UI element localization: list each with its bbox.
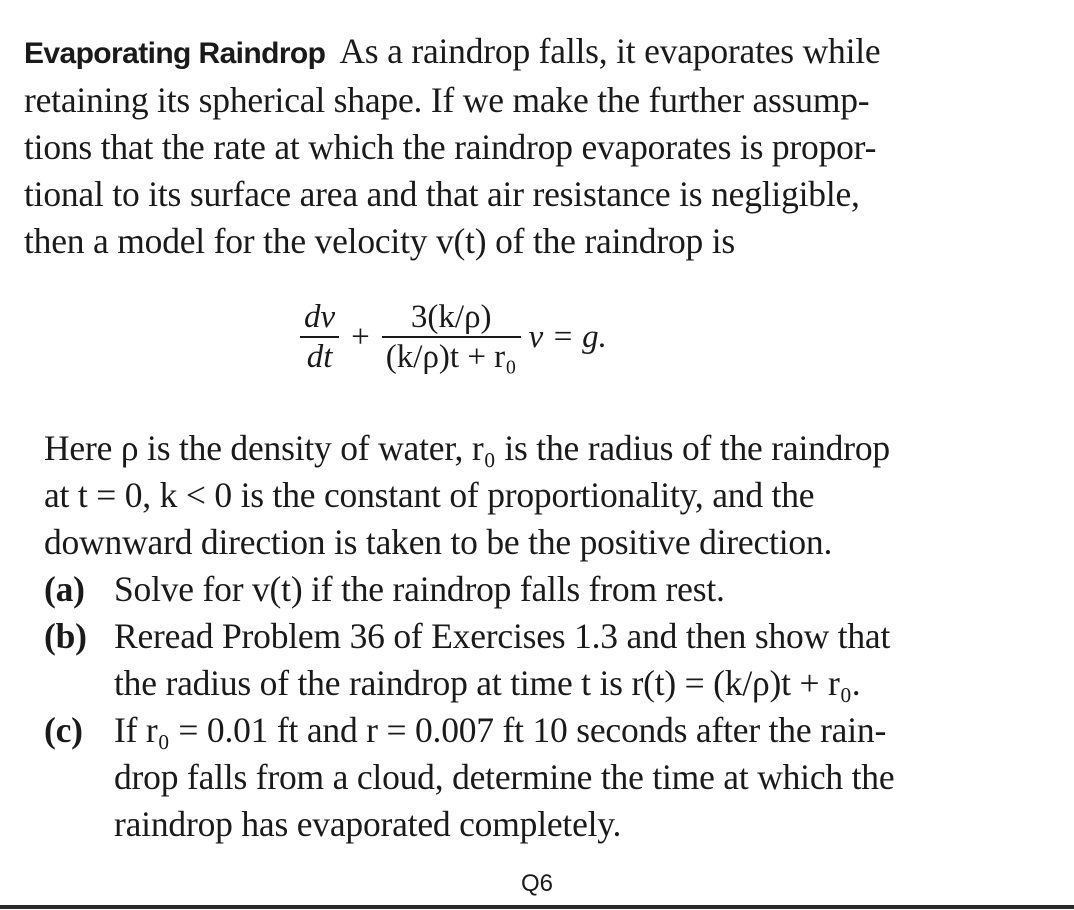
part-text: Reread Problem 36 of Exercises 1.3 and then show that (114, 616, 891, 656)
problem-heading: Evaporating Raindrop (24, 37, 326, 70)
part-text: Solve for v(t) if the raindrop falls from rest. (114, 569, 725, 609)
part-label: (a) (44, 569, 85, 609)
plus-sign: + (351, 318, 370, 355)
derivative-numerator: dv (304, 299, 336, 336)
intro-line-1 (24, 28, 1024, 77)
part-b (44, 613, 1034, 660)
part-c-continuation-1: drop falls from a cloud, determine the time at which the (114, 757, 895, 797)
part-label: (c) (44, 710, 83, 750)
derivative-fraction (300, 298, 339, 376)
part-b-continuation: the radius of the raindrop at time t is r(t) = (k/ρ)t + r₀. (114, 663, 861, 703)
differential-equation (300, 292, 607, 382)
part-a (44, 566, 1034, 613)
body-line-2: at t = 0, k < 0 is the constant of proportionality, and the (44, 475, 815, 515)
problem-intro (24, 28, 1024, 265)
part-label: (b) (44, 616, 87, 656)
intro-line-4: tional to its surface area and that air resistance is negligible, (24, 174, 860, 214)
intro-text-1: As a raindrop falls, it evaporates while (339, 31, 881, 71)
part-c (44, 707, 1034, 754)
intro-line-3: tions that the rate at which the raindrop evaporates is propor- (24, 127, 877, 167)
body-line-3: downward direction is taken to be the positive direction. (44, 522, 833, 562)
coefficient-denominator: (k/ρ)t + r₀ (385, 338, 517, 375)
problem-body (44, 425, 1034, 848)
bottom-divider (0, 905, 1074, 909)
body-line-1: Here ρ is the density of water, r₀ is the radius of the raindrop (44, 428, 890, 468)
intro-line-2: retaining its spherical shape. If we make the further assump- (24, 80, 870, 120)
intro-line-5: then a model for the velocity v(t) of the raindrop is (24, 221, 736, 261)
coefficient-fraction (382, 298, 521, 376)
part-c-continuation-2: raindrop has evaporated completely. (114, 804, 622, 844)
question-label: Q6 (520, 870, 553, 897)
part-text: If r₀ = 0.01 ft and r = 0.007 ft 10 seconds after the rain- (114, 710, 887, 750)
derivative-denominator: dt (306, 338, 333, 375)
coefficient-numerator: 3(k/ρ) (410, 299, 492, 336)
equation-tail: v = g. (528, 318, 607, 355)
